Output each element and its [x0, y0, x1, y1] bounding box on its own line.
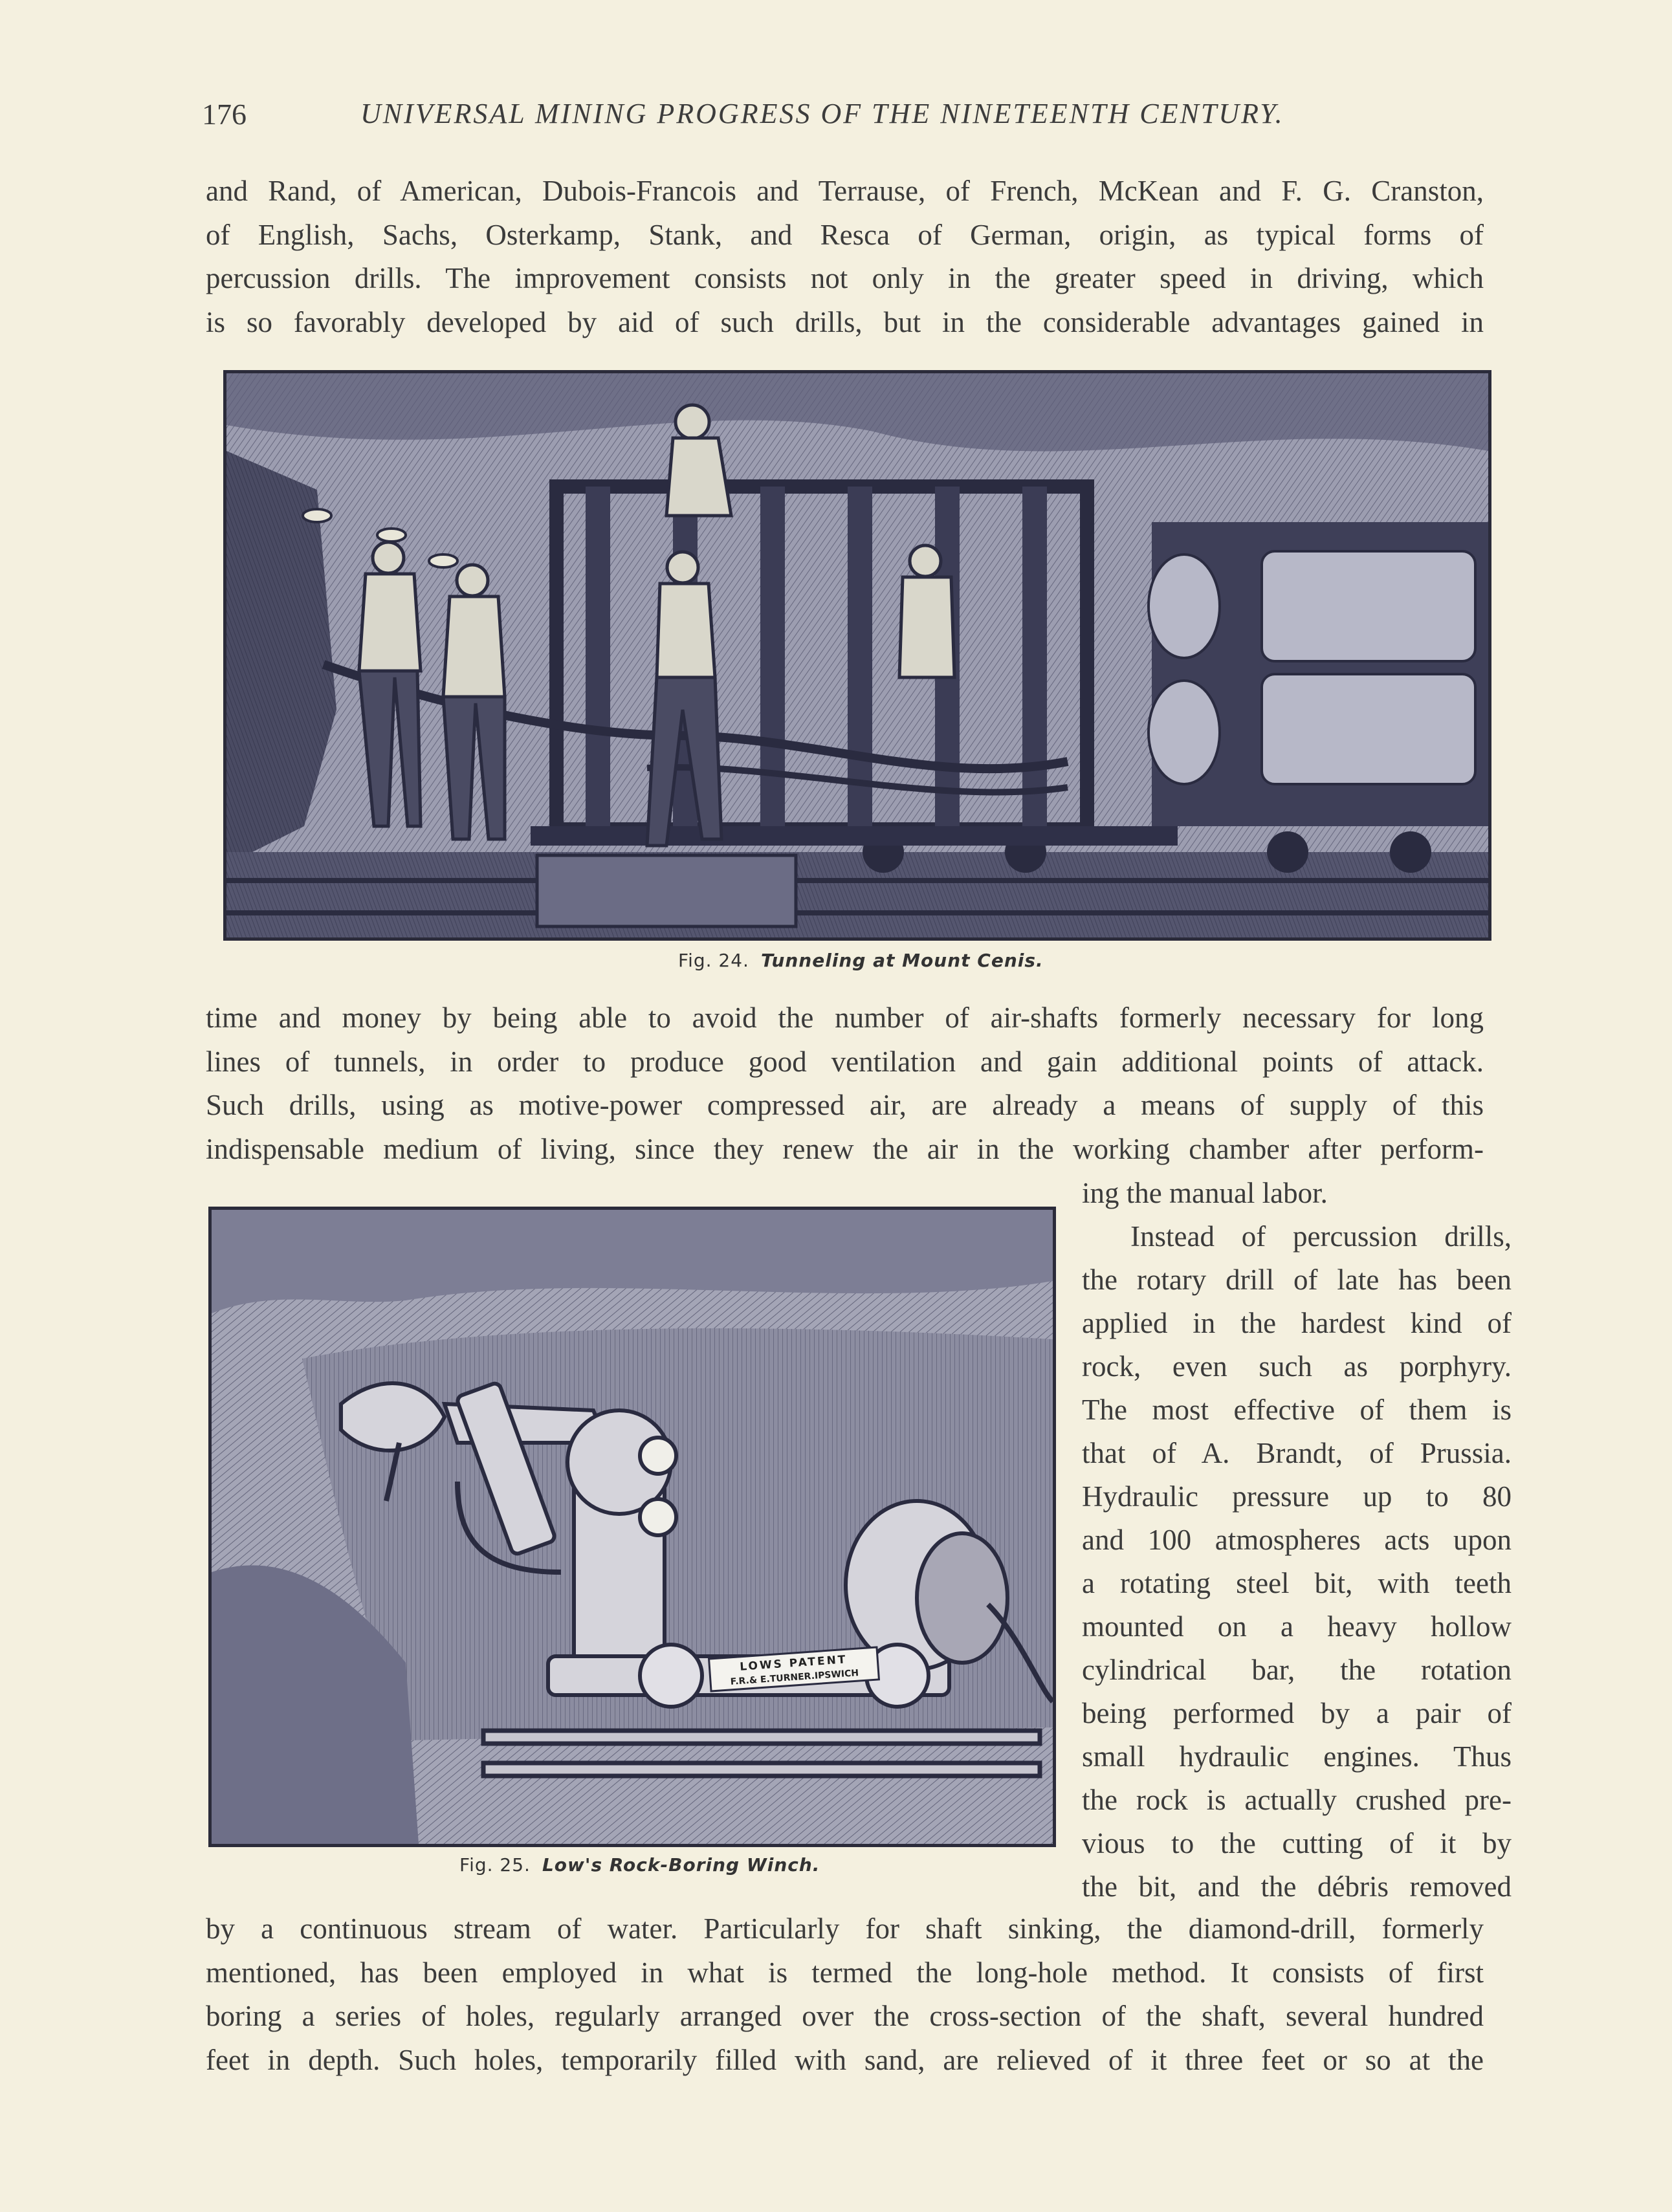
column-text — [1082, 1172, 1512, 1909]
text-line: the bit, and the débris removed — [1082, 1870, 1512, 1903]
figure-25-title: Low's Rock-Boring Winch. — [542, 1854, 820, 1876]
plate-text-2: F.R.& E.TURNER.IPSWICH — [730, 1668, 859, 1687]
rock-boring-winch-illustration — [212, 1210, 1053, 1844]
text-line: small hydraulic engines. Thus — [1082, 1740, 1512, 1773]
text-line: Hydraulic pressure up to 80 — [1082, 1480, 1512, 1513]
figure-25-label: Fig. 25. — [459, 1854, 531, 1876]
text-line: boring a series of holes, regularly arranged over the cross-section of the shaft, several hundred — [206, 2000, 1484, 2032]
text-line: rock, even such as porphyry. — [1082, 1350, 1512, 1383]
text-line: indispensable medium of living, since they renew the air in the working chamber after perform- — [206, 1132, 1484, 1165]
text-line: being performed by a pair of — [1082, 1697, 1512, 1729]
plate-text-1: LOWS PATENT — [739, 1653, 848, 1674]
text-line: applied in the hardest kind of — [1082, 1307, 1512, 1339]
paragraph-1 — [206, 170, 1484, 344]
figure-24-caption — [678, 950, 1044, 971]
text-line: a rotating steel bit, with teeth — [1082, 1567, 1512, 1599]
text-line: mounted on a heavy hollow — [1082, 1610, 1512, 1643]
text-line: percussion drills. The improvement consists not only in the greater speed in driving, which — [206, 262, 1484, 294]
figure-25-caption — [459, 1854, 820, 1876]
tunnel-illustration — [226, 373, 1488, 937]
text-line: the rock is actually crushed pre- — [1082, 1784, 1512, 1816]
page-header — [202, 97, 1480, 142]
figure-25-engraving — [208, 1207, 1056, 1847]
figure-24-engraving — [223, 370, 1491, 941]
text-line: feet in depth. Such holes, temporarily filled with sand, are relieved of it three feet or so at the — [206, 2043, 1484, 2076]
paragraph-2 — [206, 996, 1484, 1171]
text-line: the rotary drill of late has been — [1082, 1264, 1512, 1296]
text-line: and Rand, of American, Dubois-Francois and Terrause, of French, McKean and F. G. Cranston, — [206, 175, 1484, 207]
text-line: by a continuous stream of water. Particularly for shaft sinking, the diamond-drill, formerly — [206, 1912, 1484, 1945]
running-title: UNIVERSAL MINING PROGRESS OF THE NINETEENTH CENTURY. — [360, 98, 1284, 129]
text-line: that of A. Brandt, of Prussia. — [1082, 1437, 1512, 1469]
page-number: 176 — [202, 98, 247, 131]
text-line: is so favorably developed by aid of such drills, but in the considerable advantages gained in — [206, 305, 1484, 338]
text-line: vious to the cutting of it by — [1082, 1827, 1512, 1859]
figure-24-label: Fig. 24. — [678, 950, 749, 971]
text-line: time and money by being able to avoid the number of air-shafts formerly necessary for long — [206, 1002, 1484, 1034]
text-line: of English, Sachs, Osterkamp, Stank, and Resca of German, origin, as typical forms of — [206, 218, 1484, 251]
paragraph-3 — [206, 1907, 1484, 2082]
text-line: ing the manual labor. — [1082, 1177, 1328, 1209]
text-line: The most effective of them is — [1082, 1394, 1512, 1426]
text-line: and 100 atmospheres acts upon — [1082, 1524, 1512, 1556]
text-line: lines of tunnels, in order to produce good ventilation and gain additional points of attack. — [206, 1045, 1484, 1078]
figure-24-title: Tunneling at Mount Cenis. — [760, 950, 1044, 971]
text-line: mentioned, has been employed in what is termed the long-hole method. It consists of first — [206, 1956, 1484, 1989]
text-line: cylindrical bar, the rotation — [1082, 1654, 1512, 1686]
text-line: Instead of percussion drills, — [1130, 1220, 1512, 1253]
text-line: Such drills, using as motive-power compressed air, are already a means of supply of this — [206, 1089, 1484, 1121]
